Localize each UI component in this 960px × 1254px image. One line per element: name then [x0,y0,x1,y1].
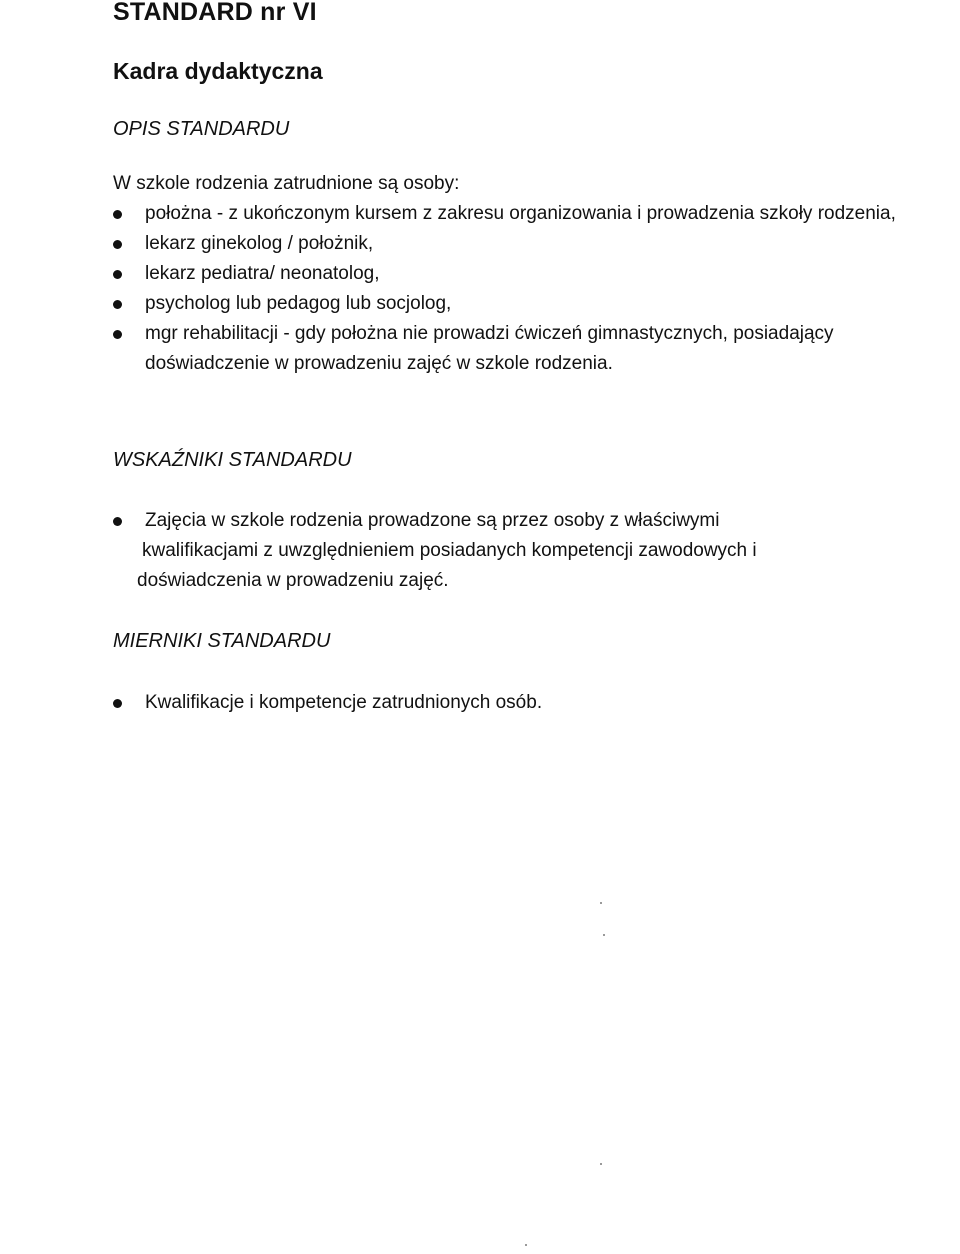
staff-item-text: lekarz ginekolog / położnik, [145,233,374,254]
bullet-icon [113,300,122,309]
staff-item-text: psycholog lub pedagog lub socjolog, [145,293,452,314]
staff-list [113,199,960,379]
staff-item [113,199,960,229]
scan-speck [600,902,602,904]
indicator-item [113,506,903,596]
bullet-icon [113,699,122,708]
measure-item [113,688,913,718]
indicator-line: doświadczenia w prowadzeniu zajęć. [137,570,449,591]
standard-subtitle: Kadra dydaktyczna [113,58,323,84]
measure-item-text: Kwalifikacje i kompetencje zatrudnionych osób. [145,692,543,713]
description-intro: W szkole rodzenia zatrudnione są osoby: [113,173,460,194]
indicator-line: Zajęcia w szkole rodzenia prowadzone są przez osoby z właściwymi [145,510,720,531]
measures-list [113,688,913,718]
scan-speck [525,1244,527,1246]
scan-speck [600,1163,602,1165]
bullet-icon [113,330,122,339]
measures-heading: MIERNIKI STANDARDU [113,630,331,652]
bullet-icon [113,270,122,279]
staff-item [113,229,960,259]
staff-item-text: położna - z ukończonym kursem z zakresu organizowania i prowadzenia szkoły rodzenia, [145,203,896,224]
scan-speck [603,934,605,936]
staff-item [113,289,960,319]
indicators-list [113,506,903,596]
bullet-icon [113,517,122,526]
indicators-heading: WSKAŹNIKI STANDARDU [113,449,352,471]
description-heading: OPIS STANDARDU [113,118,290,140]
staff-item [113,259,960,289]
indicator-line: kwalifikacjami z uwzględnieniem posiadanych kompetencji zawodowych i [142,540,757,561]
bullet-icon [113,210,122,219]
bullet-icon [113,240,122,249]
staff-item [113,319,935,379]
staff-item-text: lekarz pediatra/ neonatolog, [145,263,380,284]
standard-title: STANDARD nr VI [113,0,317,26]
staff-item-text: mgr rehabilitacji - gdy położna nie prowadzi ćwiczeń gimnastycznych, posiadający doświadczenie w prowadzeniu zajęć w szkole rodzenia. [145,323,834,374]
